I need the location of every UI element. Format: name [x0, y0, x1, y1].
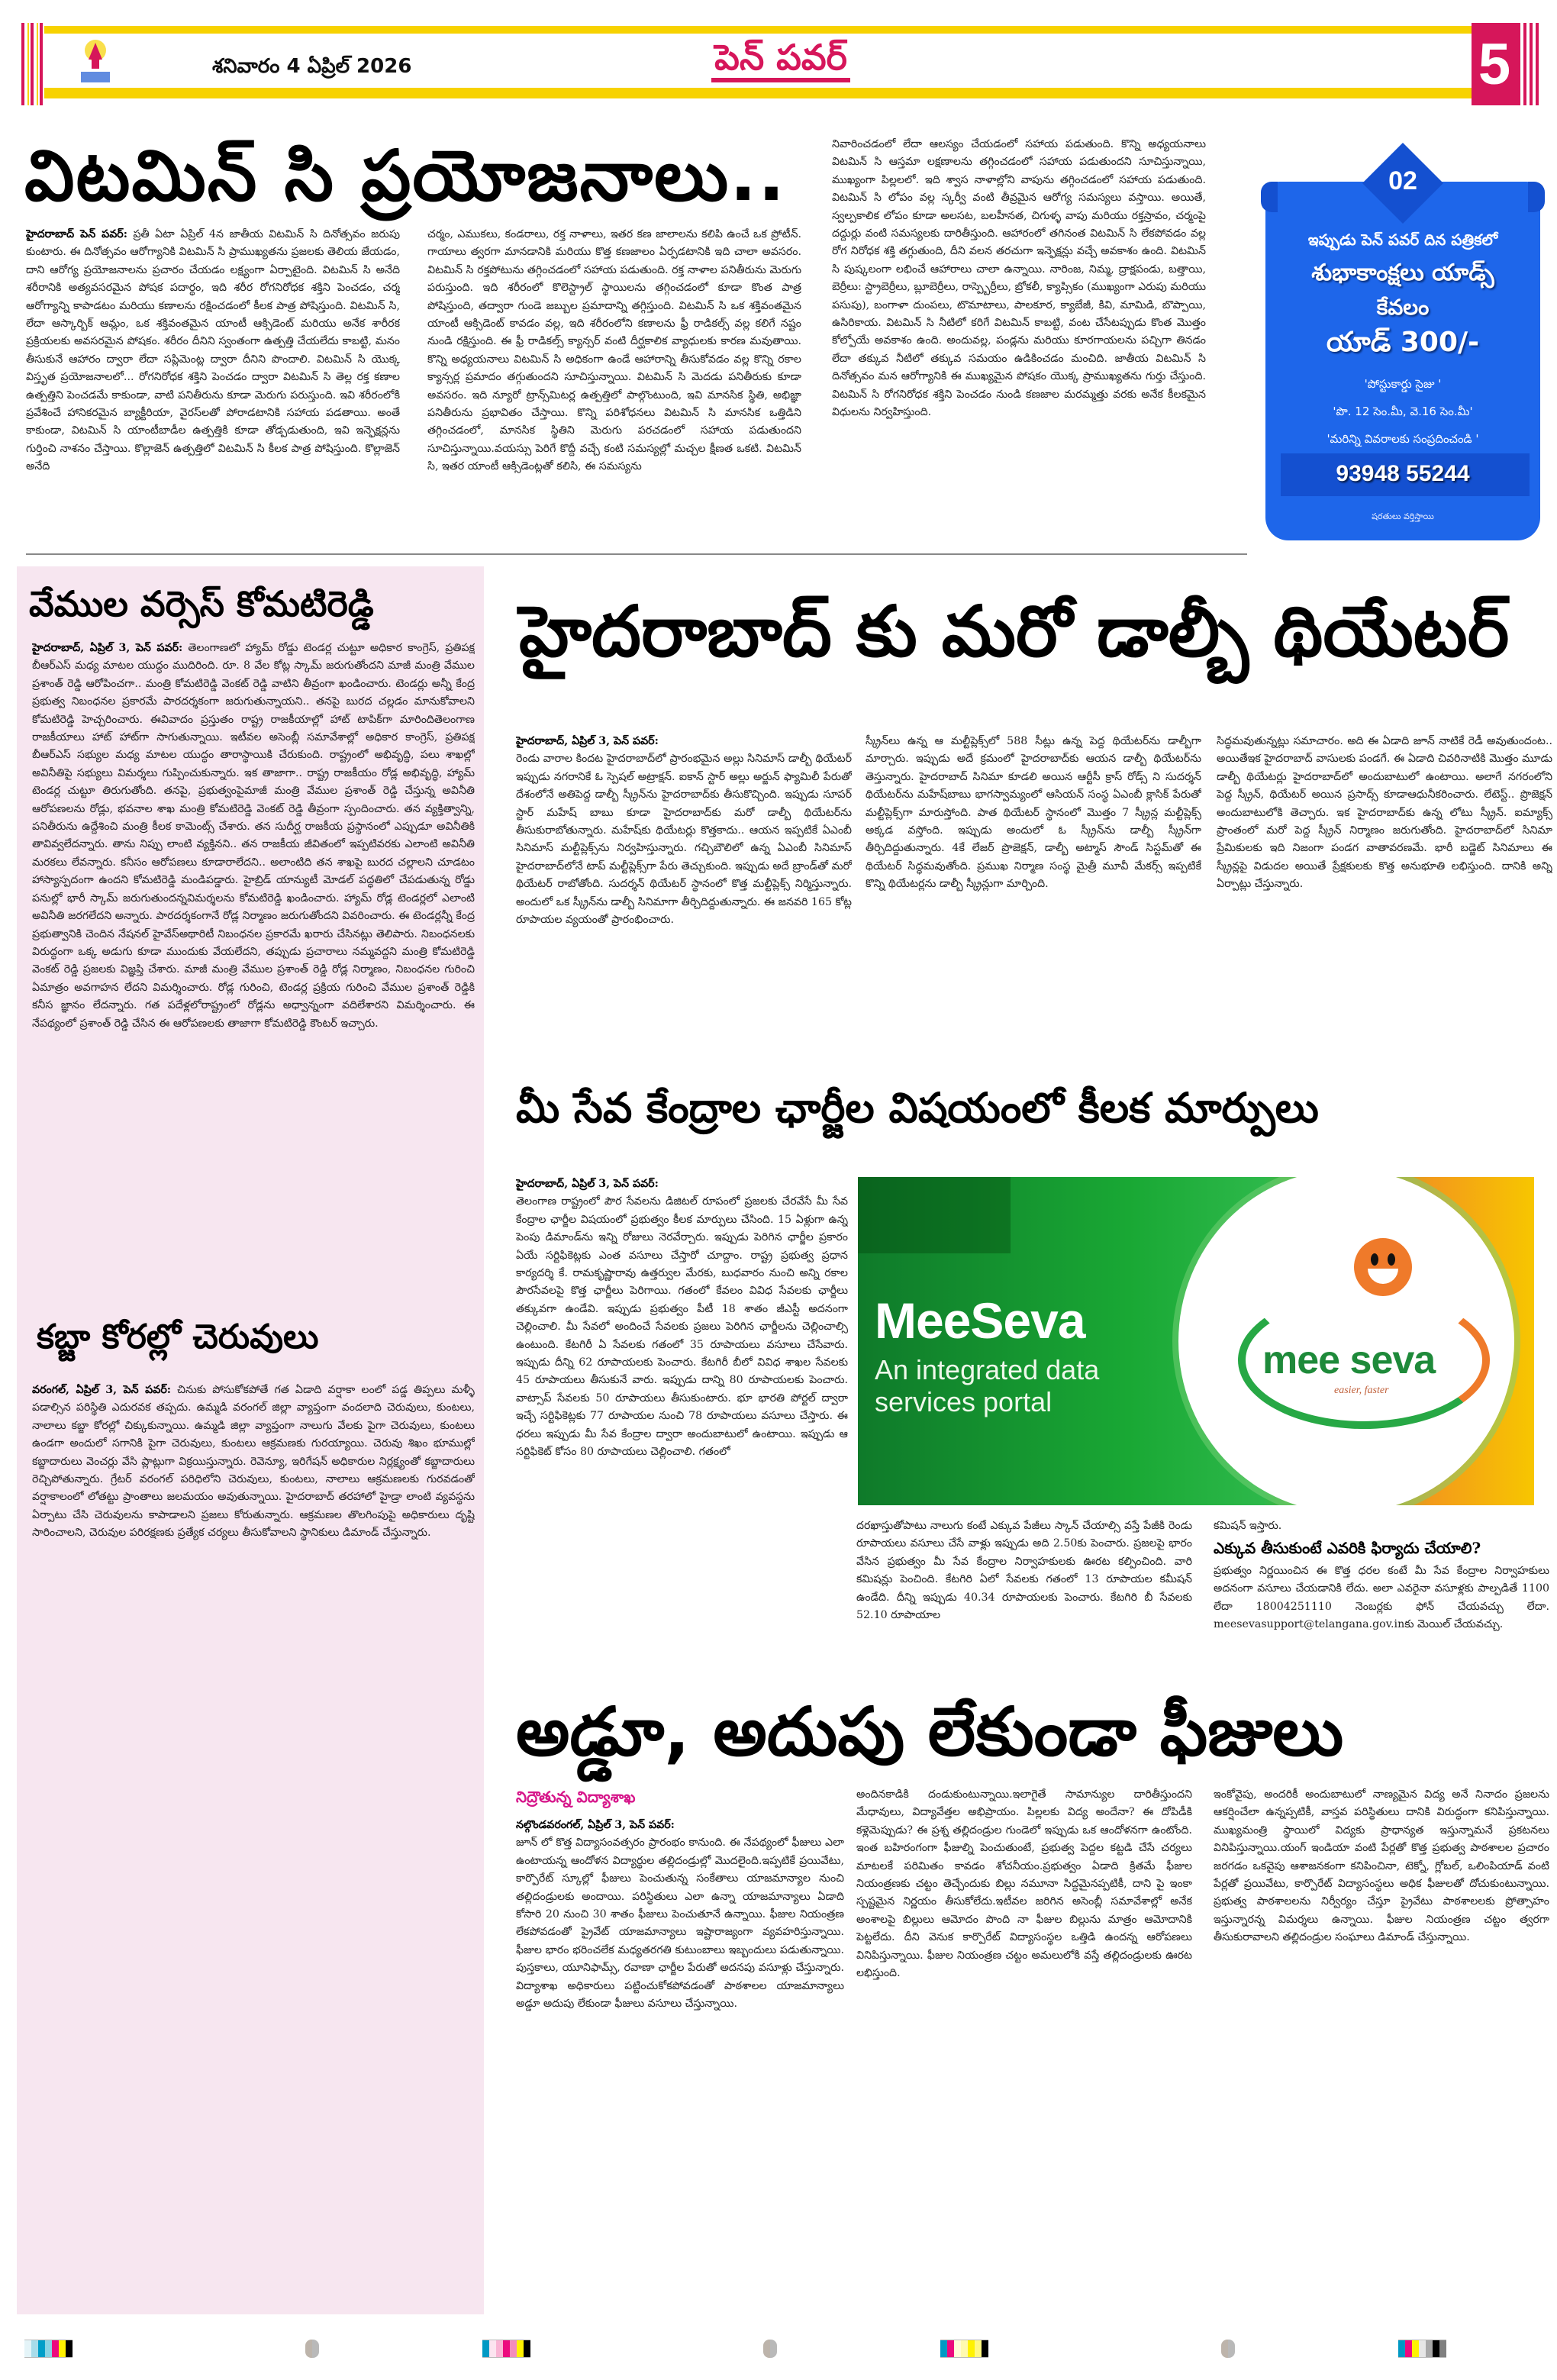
- ad-line-2: శుభాకాంక్షలు యాడ్స్: [1311, 260, 1494, 286]
- registration-swatch: [1433, 2340, 1439, 2358]
- complaint-subhead: ఎక్కువ తీసుకుంటే ఎవరికి ఫిర్యాదు చేయాలి?: [1214, 1539, 1481, 1558]
- kabza-dateline: వరంగల్, ఏప్రిల్ 3, పెన్ పవర్:: [32, 1384, 172, 1396]
- registration-swatch-group: [482, 2340, 530, 2358]
- meeseva-brand-text: MeeSeva: [875, 1292, 1085, 1349]
- registration-gray-mark: [763, 2340, 777, 2358]
- registration-swatch: [503, 2340, 510, 2358]
- masthead-right-stripes: [1517, 23, 1540, 105]
- registration-swatch: [45, 2340, 52, 2358]
- registration-gray-mark: [305, 2340, 319, 2358]
- dolby-text-1: రెండు వారాల కిందట హైదరాబాద్‌లో ప్రారంభమైన అల్లు సినిమాస్ డాల్బీ థియేటర్ ఇప్పుడు నగరానికే ఓ స్పెషల్ అట్రాక్షన్. ఐకాన్ స్టార్ అల్లు అర్జున్ ఫ్యామిలీ పేరుతో దేశంలోనే అతిపెద్ద డాల్బీ స్క్రీన్‌ను హైదరాబాద్‌కు తీసుకొచ్చింది. ఇప్పుడు సూపర్ స్టార్ మహేష్ బాబు కూడా హైదరాబాద్‌కు మరో డాల్బీ థియేటర్‌ను తీసుకురాబోతున్నారు. మహేష్‌కు థియేటర్లు కొత్తకాదు.. ఆయన ఇప్పటికే ఏఎంబీ సినిమాస్ మల్టీప్లెక్స్‌ను నిర్వహిస్తున్నారు. గచ్చిబౌలిలో ఉన్న ఏఎంబీ సినిమాస్ హైదరాబాద్‌లోనే టాప్ మల్టీప్లెక్స్‌గా పేరు తెచ్చుకుంది. ఇప్పుడు అదే బ్రాండ్‌తో మరో థియేటర్ రాబోతోంది. సుదర్శన్ థియేటర్ స్థానంలో కొత్త మల్టీప్లెక్స్ నిర్మిస్తున్నారు. అందులో ఒక స్క్రీన్‌ను డాల్బీ సినిమాగా తీర్చిదిద్దుతున్నారు. ఈ జనవరి 165 కోట్ల రూపాయల వ్యయంతో ప్రారంభించారు.: [516, 753, 852, 927]
- vitamin-dateline: హైదరాబాద్ పెన్ పవర్:: [26, 228, 127, 240]
- fees-subhead: నిద్రౌతున్న విద్యాశాఖ: [516, 1788, 636, 1806]
- registration-swatch: [1419, 2340, 1426, 2358]
- masthead-top-band: [44, 26, 1479, 34]
- registration-swatch: [1405, 2340, 1412, 2358]
- section-divider: [26, 553, 1247, 555]
- registration-swatch: [1398, 2340, 1405, 2358]
- meeseva-image: [858, 1177, 1534, 1505]
- ad-size-label: 'పోస్టుకార్డు సైజు ': [1364, 377, 1442, 391]
- vitamin-headline: విటమిన్ సి ప్రయోజనాలు..: [24, 135, 787, 217]
- smiley-eye-left: [1371, 1253, 1378, 1266]
- registration-swatch: [961, 2340, 968, 2358]
- fees-dateline: నల్గొండవరంగల్, ఏప్రిల్ 3, పెన్ పవర్:: [516, 1819, 675, 1831]
- vitamin-column-1: [26, 226, 400, 547]
- vemula-dateline: హైదరాబాద్, ఏప్రిల్ 3, పెన్ పవర్:: [32, 642, 183, 654]
- meeseva-logo-subtitle: easier, faster: [1334, 1385, 1389, 1396]
- ad-badge-number: 02: [1388, 166, 1417, 195]
- registration-swatch: [1426, 2340, 1433, 2358]
- newspaper-title: [21, 37, 1540, 87]
- dolby-column-3: సిద్ధమవుతున్నట్లు సమాచారం. అది ఈ ఏడాది జూన్ నాటికే రెడీ అవుతుందంట.. అయితేఇక హైదరాబాద్ వాసులకు పండగే. ఈ ఏడాది చివరినాటికి మొత్తం మూడు డాల్బీ థియేటర్లు హైదరాబాద్‌లో అందుబాటులో ఉంటాయి. అలాగే నగరంలోని పెద్ద స్క్రీన్, థియేటర్ అయిన ప్రసాద్స్ కూడాఆధునీకరించారు. లేటెస్ట్.. ప్రొజెక్షన్ అందుబాటులోకి తెచ్చారు. ఇక హైదరాబాద్‌కు ఉన్న లోటు స్క్రీన్. ఐమ్యాక్స్ ప్రాంతంలో మరో పెద్ద స్క్రీన్ నిర్మాణం జరుగుతోంది. హైదరాబాద్‌లో సినిమా ప్రేమికులకు ఇది నిజంగా పండగ వాతావరణమే. భారీ బడ్జెట్ సినిమాలు ఈ స్క్రీన్లపై విడుదల అయితే ప్రేక్షకులకు కొత్త అనుభూతి లభిస్తుంది. దానికి అన్ని ఏర్పాట్లు చేస్తున్నారు.: [1217, 735, 1552, 891]
- smiley-face-icon: [1354, 1238, 1412, 1296]
- smiley-eye-right: [1388, 1253, 1395, 1266]
- meeseva-dateline: హైదరాబాద్, ఏప్రిల్ 3, పెన్ పవర్:: [516, 1178, 659, 1190]
- greetings-ad: [1261, 145, 1545, 550]
- ad-conditions: షరతులు వర్తిస్తాయి: [1372, 511, 1434, 521]
- registration-swatch: [482, 2340, 489, 2358]
- vemula-text: తెలంగాణలో హ్యామ్ రోడ్డు టెండర్ల చుట్టూ అధికార కాంగ్రెస్, ప్రతిపక్ష బీఆర్ఎస్ మధ్య మాటల యుద్ధం ముదిరింది. రూ. 8 వేల కోట్ల స్కామ్ జరుగుతోందని మాజీ మంత్రి వేముల ప్రశాంత్ రెడ్డి ఆరోపించగా.. మంత్రి కోమటిరెడ్డి వెంకట్ రెడ్డి వాటిని తీవ్రంగా ఖండించారు. టెండర్లు అన్నీ కేంద్ర ప్రభుత్వ నిబంధనల ప్రకారమే పారదర్శకంగా జరుగుతున్నాయని.. తనపై బురద చల్లడం మానుకోవాలని కోమటిరెడ్డి హెచ్చరించారు. ఈవివాదం ప్రస్తుతం రాష్ట్ర రాజకీయాల్లో హాట్ టాపిక్‌గా మారిందితెలంగాణ రాజకీయాలు హాట్ హాట్‌గా సాగుతున్నాయి. ఇటీవల అసెంబ్లీ సమావేశాల్లో అధికార కాంగ్రెస్, ప్రతిపక్ష బీఆర్ఎస్ సభ్యుల మధ్య మాటల యుద్ధం తారాస్థాయికి చేరుకుంది. రాష్ట్రంలో అభివృద్ధి, పలు శాఖల్లో అవినీతిపై సభ్యులు విమర్శలు గుప్పించుకున్నారు. ఇక తాజాగా.. రాష్ట్ర రాజకీయం రోడ్ల అభివృద్ధి, హ్యామ్ టెండర్ల చుట్టూ తిరుగుతోంది. తనపై, ప్రభుత్వంపైమాజీ మంత్రి వేముల ప్రశాంత్ రెడ్డి చేస్తున్న అవినీతి ఆరోపణలను రోడ్లు, భవనాల శాఖ మంత్రి కోమటిరెడ్డి వెంకట్ రెడ్డి తీవ్రంగా స్పందించారు. తన వ్యక్తిత్వాన్ని, పనితీరును ఉద్దేశించి మంత్రి కీలక కామెంట్స్ చేశారు. తన సుదీర్ఘ రాజకీయ ప్రస్థానంలో ఎప్పుడూ అవినీతికి తావివ్వలేదన్నారు. తాను నిప్పు లాంటి వ్యక్తినని.. తన రాజకీయ జీవితంలో ఇప్పటివరకు ఎలాంటి అవినీతి మరకలు లేవన్నారు. కనీసం ఆరోపణలు కూడారాలేదని.. అలాంటిది తన శాఖపై బురద చల్లాలని చూడటం హాస్యాస్పదంగా ఉందని కోమటిరెడ్డి మండిపడ్డారు. హైబ్రిడ్ యాన్యుటీ మోడల్ పద్ధతిలో చేపడుతున్న రోడ్డు పనుల్లో భారీ స్కామ్ జరుగుతుందన్నవిమర్శలను కోమటిరెడ్డి ఖండించారు. హ్యామ్ రోడ్ల టెండర్లలో ఎలాంటి అవినీతి జరగలేదని అన్నారు. పారదర్శకంగానే రోడ్ల నిర్మాణం జరుగుతోందని వివరించారు. ఈ టెండర్లన్నీ కేంద్ర ప్రభుత్వానికి చెందిన నేషనల్ హైవేస్‌అథారిటీ నిబంధనల ప్రకారమే ఖరారు చేసినట్లు తెలిపారు. నిబంధనలకు విరుద్ధంగా ఒక్క అడుగు కూడా ముందుకు వేయలేదని, తప్పుడు ప్రచారాలు నమ్మవద్దని మంత్రి కోమటిరెడ్డి వెంకట్ రెడ్డి ప్రజలకు విజ్ఞప్తి చేశారు. మాజీ మంత్రి వేముల ప్రశాంత్ రెడ్డి రోడ్ల నిర్మాణం, నిబంధనల గురించి ఏమాత్రం అవగాహన లేదని విమర్శించారు. రోడ్ల గురించి, టెండర్ల ప్రక్రియ గురించి వేముల ప్రశాంత్ రెడ్డికి కనీస జ్ఞానం లేదన్నారు. గత పదేళ్లలోరాష్ట్రంలో రోడ్లను అధ్వాన్నంగా వదిలేశారని విమర్శించారు. ఈ నేపథ్యంలో ప్రశాంత్ రెడ్డి చేసిన ఈ ఆరోపణలకు తాజాగా కోమటిరెడ్డి కౌంటర్ ఇచ్చారు.: [32, 642, 475, 1030]
- fees-headline: అడ్డూ, అదుపు లేకుండా ఫీజులు: [516, 1692, 1344, 1771]
- registration-swatch: [1412, 2340, 1419, 2358]
- newspaper-title-text: పెన్ పవర్: [711, 37, 850, 82]
- meeseva-tagline: [875, 1354, 1099, 1418]
- masthead-bottom-band: [44, 88, 1479, 98]
- meeseva-column-1: [516, 1175, 848, 1702]
- dolby-column-1: [516, 733, 852, 1053]
- ad-phone-number: 93948 55244: [1336, 461, 1470, 486]
- vemula-body: [32, 640, 475, 1319]
- ad-price: యాడ్ 300/-: [1326, 327, 1480, 358]
- registration-swatch: [975, 2340, 982, 2358]
- dolby-dateline: హైదరాబాద్, ఏప్రిల్ 3, పెన్ పవర్:: [516, 735, 659, 747]
- vitamin-column-3: నివారించడంలో లేదా ఆలస్యం చేయడంలో సహాయ పడుతుంది. కొన్ని అధ్యయనాలు విటమిన్ సి ఆస్తమా లక్షణాలను తగ్గించడంలో సహాయ పడుతుందని సూచిస్తున్నాయి, ముఖ్యంగా పిల్లలలో. ఇది శ్వాస నాళాల్లోని వాపును తగ్గించడంలో సహాయ పడుతుంది. విటమిన్ సి లోపం వల్ల స్కర్వీ వంటి తీవ్రమైన ఆరోగ్య సమస్యలు వస్తాయి. అయితే, స్వల్పకాలిక లోపం కూడా అలసట, బలహీనత, చిగుళ్ళ వాపు మరియు రక్తస్రావం, చర్మంపై దద్దుర్లు వంటి సమస్యలకు దారితీస్తుంది. ఆహారంలో తగినంత విటమిన్ సి లేకపోవడం వల్ల రోగ నిరోధక శక్తి తగ్గుతుంది, దీని వలన తరచుగా ఇన్ఫెక్షన్లు వచ్చే అవకాశం ఉంది. విటమిన్ సి పుష్కలంగా లభించే ఆహారాలు చాలా ఉన్నాయి. నారింజ, నిమ్మ, ద్రాక్షపండు, బత్తాయి, బెర్రీలు: స్ట్రాబెర్రీలు, బ్లూబెర్రీలు, రాస్ప్బెర్రీలు, బ్రోకలీ, క్యాప్సికం (ముఖ్యంగా ఎరుపు మరియు పసుపు), బంగాళా దుంపలు, టొమాటాలు, పాలకూర, క్యాబేజీ, కివి, మామిడి, బొప్పాయి, ఉసిరికాయ. విటమిన్ సి నీటిలో కరిగే విటమిన్ కాబట్టి, వంట చేసేటప్పుడు కొంత మొత్తం కోల్పోయే అవకాశం ఉంది. అందువల్ల, పండ్లను మరియు కూరగాయలను పచ్చిగా తినడం లేదా తక్కువ నీటిలో తక్కువ సమయం ఉడికించడం మంచిది. జాతీయ విటమిన్ సి దినోత్సవం మన ఆరోగ్యానికి ఈ ముఖ్యమైన పోషకం యొక్క ప్రాముఖ్యతను గుర్తు చేస్తుంది. విటమిన్ సి రోగనిరోధక శక్తిని పెంచడం నుండి కణజాల మరమ్మత్తు వరకు అనేక కీలకమైన విధులను నిర్వహిస్తుంది.: [832, 138, 1206, 419]
- registration-swatch-group: [1398, 2340, 1446, 2358]
- registration-swatch: [940, 2340, 947, 2358]
- meeseva-text-3: ప్రభుత్వం నిర్ణయించిన ఈ కొత్త ధరల కంటే మీ సేవ కేంద్రాల నిర్వాహకులు అదనంగా వసూలు చేయడానికి లేదు. అలా ఎవరైనా వసూళ్లకు పాల్పడితే 1100 లేదా 18004251110 నెంబర్లకు ఫోన్ చేయవచ్చు లేదా. meesevasupport@telangana.gov.inకు మెయిల్ చేయవచ్చు.: [1214, 1564, 1549, 1631]
- registration-swatch: [524, 2340, 530, 2358]
- registration-swatch: [968, 2340, 975, 2358]
- meeseva-text-1: తెలంగాణ రాష్ట్రంలో పౌర సేవలను డిజిటల్ రూపంలో ప్రజలకు చేరవేసే మీ సేవ కేంద్రాల ఛార్జీల విషయంలో ప్రభుత్వం కీలక మార్పులు చేసింది. 15 ఏళ్లుగా ఉన్న పెంపు డిమాండ్‌ను ఇన్ని రోజులు నెరవేర్చారు. ఇప్పుడు పెరిగిన ఛార్జీల ప్రకారం ఏయే సర్టిఫికెట్లకు ఎంత వసూలు చేస్తారో చూద్దాం. రాష్ట్ర ప్రభుత్వ ప్రధాన కార్యదర్శి కే. రామకృష్ణారావు ఉత్తర్వుల మేరకు, బుధవారం నుంచి అన్ని రకాల పౌరసేవలపై కొత్త ఛార్జీలు పెరిగాయి. గతంలో కేవలం వివిధ సేవలకు ఛార్జీలు తక్కువగా ఉండేవి. ఇప్పుడు ప్రభుత్వం పీటీ 18 శాతం జీఎస్టీ అదనంగా చెల్లించాలి. మీ సేవలో అందించే సేవలకు ప్రజలు పెరిగిన ఛార్జీలను చెల్లించాల్సి ఉంటుంది. కేటగిరీ ఏ సేవలకు గతంలో 35 రూపాయలు వసూలు చేసేవారు. ఇప్పుడు దీన్ని 62 రూపాయలకు పెంచారు. కేటగిరీ బీలో వివిధ శాఖల సేవలకు 45 రూపాయలు తీసుకునే వారు. ఇప్పుడు దాన్ని 80 రూపాయలకు పెంచారు. వాట్సాప్ సేవలకు 50 రూపాయలు తీసుకుంటారు. భూ భారతి పోర్టల్ ద్వారా ఇచ్చే సర్టిఫికెట్లకు 77 రూపాయల నుంచి 78 రూపాయలు వసూలు చేస్తారు. ఈ ధరలు ఇప్పుడు మీ సేవ కేంద్రాల ద్వారా అందుబాటులో ఉంటాయి. ఇప్పుడు ఆ సర్టిఫికెట్ కోసం 80 రూపాయలు చెల్లించాలి. గతంలో: [516, 1195, 848, 1459]
- image-shade: [858, 1177, 1011, 1253]
- kabza-text: చినుకు పోసుకోకపోతే గత ఏడాది వర్షాకా లంలో పడ్డ తిప్పలు మళ్ళీ పడాల్సిన పరిస్థితి ఎదురవక తప్పదు. ఉమ్మడి వరంగల్ జిల్లా వ్యాప్తంగా వందలాది చెరువులు, కుంటలు, నాలాలు కబ్జా కోరల్లో చిక్కుకున్నాయి. ఉమ్మడి జిల్లా వ్యాప్తంగా నాలుగు వేలకు పైగా చెరువులు, కుంటలు ఉండగా అందులో సగానికి పైగా చెరువులు, కుంటలు ఆక్రమణకు గురయ్యాయి. చెరువు శిఖం భూముల్లో కబ్జాదారులు వెంచర్లు వేసి ప్లాట్లుగా విక్రయిస్తున్నారు. రెవెన్యూ, ఇరిగేషన్ అధికారుల నిర్లక్ష్యంతో కబ్జాదారులు రెచ్చిపోతున్నారు. గ్రేటర్ వరంగల్ పరిధిలోని చెరువులు, కుంటలు, నాలాలు ఆక్రమణలకు గురవడంతో వర్షాకాలంలో లోతట్టు ప్రాంతాలు జలమయం అవుతున్నాయి. హైదరాబాద్ తరహాలో హైడ్రా లాంటి వ్యవస్థను ఏర్పాటు చేసి చెరువులను కాపాడాలని ప్రజలు కోరుతున్నారు. ఆక్రమణల తొలగింపుపై అధికారులు దృష్టి సారించాలని, చెరువుల పరిరక్షణకు ప్రత్యేక చర్యలు తీసుకోవాలని స్థానికులు డిమాండ్ చేస్తున్నారు.: [32, 1384, 475, 1540]
- registration-swatch: [31, 2340, 38, 2358]
- meeseva-col3-intro: కమిషన్ ఇస్తారు.: [1214, 1520, 1282, 1532]
- registration-swatch-group: [24, 2340, 73, 2358]
- fees-column-2: అందినకాడికి దండుకుంటున్నాయి.ఇలాగైతే సామాన్యుల దారితీస్తుందని మేధావులు, విద్యావేత్తల అభిప్రాయం. పిల్లలకు విద్య అందేనా? ఈ దోపిడీకి కళ్లెమెప్పుడు? ఈ ప్రశ్న తల్లిదండ్రుల గుండెలో ఇప్పుడు ఒక ఆందోళనగా ఉంటోంది. ఇంత బహిరంగంగా ఫీజుల్ని పెంచుతుంటే, ప్రభుత్వ పెద్దల కట్టడి చేసే చర్యలు మాటలకే పరిమితం కావడం శోచనీయం.ప్రభుత్వం ఏడాది క్రితమే ఫీజుల నియంత్రణకు చట్టం తెచ్చేందుకు బిల్లు నమూనా సిద్ధమైనప్పటికీ, దాని పై ఇంకా స్పష్టమైన నిర్ణయం తీసుకోలేదు.ఇటీవల జరిగిన అసెంబ్లీ సమావేశాల్లో అనేక అంశాలపై బిల్లులు ఆమోదం పొంది నా ఫీజుల బిల్లును మాత్రం ఆమోదానికి పెట్టలేదు. దీని వెనుక కార్పొరేట్ విద్యాసంస్థల ఒత్తిడి ఉందన్న ఆరోపణలు వినిపిస్తున్నాయి. ఫీజుల నియంత్రణ చట్టం అమలులోకి వస్తే తల్లిదండ్రులకు ఊరట లభిస్తుంది.: [856, 1788, 1192, 1980]
- dolby-headline: హైదరాబాద్ కు మరో డాల్బీ థియేటర్: [519, 591, 1510, 672]
- ad-dimensions: 'పొ. 12 సెం.మీ, వె.16 సెం.మీ': [1333, 405, 1473, 418]
- vitamin-column-2: చర్మం, ఎముకలు, కండరాలు, రక్త నాళాలు, ఇతర కణ జాలాలను కలిపి ఉంచే ఒక ప్రోటీన్. గాయాలు త్వరగా మానడానికి మరియు కొత్త కణజాలం ఏర్పడటానికి ఇది చాలా అవసరం. విటమిన్ సి రక్తపోటును తగ్గించడంలో సహాయ పడుతుంది. రక్త నాళాల పనితీరును మెరుగు పరుస్తుంది. ఇది శరీరంలో కొలెస్ట్రాల్ స్థాయిలను తగ్గించడంలో కూడా కొంత పాత్ర పోషిస్తుంది, తద్వారా గుండె జబ్బుల ప్రమాదాన్ని తగ్గిస్తుంది. విటమిన్ సి ఒక శక్తివంతమైన యాంటీ ఆక్సిడెంట్ కావడం వల్ల, ఇది శరీరంలోని కణాలను ఫ్రీ రాడికల్స్ వల్ల కలిగే నష్టం నుండి రక్షిస్తుంది. ఈ ఫ్రీ రాడికల్స్ క్యాన్సర్ వంటి దీర్ఘకాలిక వ్యాధులకు కారణ మవుతాయి. కొన్ని అధ్యయనాలు విటమిన్ సి అధికంగా ఉండే ఆహారాన్ని తీసుకోవడం వల్ల కొన్ని రకాల క్యాన్సర్ల ప్రమాదం తగ్గుతుందని సూచిస్తున్నాయి. విటమిన్ సి మెదడు పనితీరుకు కూడా అవసరం. ఇది న్యూరో ట్రాన్స్‌మిటర్ల ఉత్పత్తిలో పాల్గొంటుంది, ఇవి మానసిక స్థితి, అభిజ్ఞా పనితీరును ప్రభావితం చేస్తాయి. కొన్ని పరిశోధనలు విటమిన్ సి మానసిక ఒత్తిడిని తగ్గించడంలో, మానసిక స్థితిని మెరుగు పరచడంలో సహాయ పడుతుందని సూచిస్తున్నాయి.వయస్సు పెరిగే కొద్దీ వచ్చే కంటి సమస్యల్లో మచ్చల క్షీణత ఒకటి. విటమిన్ సి, ఇతర యాంటీ ఆక్సిడెంట్లతో కలిసి, ఈ సమస్యను: [427, 228, 801, 473]
- registration-swatch: [66, 2340, 73, 2358]
- kabza-body: [32, 1382, 475, 2317]
- meeseva-headline: మీ సేవ కేంద్రాల ఛార్జీల విషయంలో కీలక మార్పులు: [516, 1084, 1319, 1132]
- registration-swatch: [59, 2340, 66, 2358]
- registration-swatch: [947, 2340, 954, 2358]
- ad-line-1: ఇప్పుడు పెన్ పవర్ దిన పత్రికలో: [1307, 231, 1498, 249]
- fees-column-1: [516, 1817, 844, 2320]
- vitamin-text-1: ప్రతీ ఏటా ఏప్రిల్ 4న జాతీయ విటమిన్ సి దినోత్సవం జరుపు కుంటారు. ఈ దినోత్సవం ఆరోగ్యానికి విటమిన్ సి ప్రాముఖ్యతను ప్రజలకు తెలియ జేయడం, దాని ఆరోగ్య ప్రయోజనాలను ప్రచారం చేయడం లక్ష్యంగా ఏర్పాటైంది. విటమిన్ సి అనేది శరీరానికి అత్యవసరమైన పోషక పదార్థం, ఇది శరీర రోగనిరోధక శక్తిని పెంచడం, చర్మ ఆరోగ్యాన్ని కాపాడటం మరియు కణాలను రక్షించడంలో కీలక పాత్ర పోషిస్తుంది. విటమిన్ సి, లేదా ఆస్కార్బిక్ ఆమ్లం, ఒక శక్తివంతమైన యాంటీ ఆక్సిడెంట్ మరియు అనేక శారీరక ప్రక్రియలకు అవసరమైన పోషకం. శరీరం దీనిని స్వంతంగా ఉత్పత్తి చేయలేదు కాబట్టి, మనం తీసుకునే ఆహారం ద్వారా లేదా సప్లిమెంట్ల ద్వారా దీనిని పొందాలి. విటమిన్ సి యొక్క విస్తృత ప్రయోజనాలలో... రోగనిరోధక శక్తిని పెంచడం ద్వారా విటమిన్ సి తెల్ల రక్త కణాల ఉత్పత్తిని పెంచడమే కాకుండా, వాటి పనితీరును కూడా మెరుగు పరుస్తుంది. ఇవి శరీరంలోకి ప్రవేశించే హానికరమైన బ్యాక్టీరియా, వైరస్‌లతో పోరాడటానికి సహాయ పడతాయి. అంతే కాకుండా, విటమిన్ సి యాంటీబాడీల ఉత్పత్తికి కూడా తోడ్పడుతుంది, ఇవి ఇన్ఫెక్షన్లను గుర్తించి నాశనం చేస్తాయి. కొల్లాజెన్ ఉత్పత్తిలో విటమిన్ సి కీలక పాత్ర పోషిస్తుంది. కొల్లాజెన్ అనేది: [26, 228, 400, 473]
- page-number: 5: [1472, 23, 1517, 105]
- ad-line-3: కేవలం: [1376, 295, 1430, 320]
- masthead: [21, 23, 1540, 105]
- registration-swatch: [517, 2340, 524, 2358]
- smiley-mouth: [1368, 1269, 1398, 1284]
- registration-swatch: [24, 2340, 31, 2358]
- meeseva-column-3: [1214, 1517, 1549, 1670]
- registration-swatch: [496, 2340, 503, 2358]
- registration-swatch: [489, 2340, 496, 2358]
- fees-column-3: ఇంకోవైపు, అందరికీ అందుబాటులో నాణ్యమైన విద్య అనే నినాదం ప్రజలను ఆకర్షించేలా ఉన్నప్పటికీ, వాస్తవ పరిస్థితులు దానికి విరుద్ధంగా కనిపిస్తున్నాయి. ముఖ్యమంత్రి స్థాయిలో విద్యకు ప్రాధాన్యత ఇస్తున్నామనే ప్రకటనలు వినిపిస్తున్నాయి.యంగ్ ఇండియా వంటి పేర్లతో కొత్త ప్రభుత్వ పాఠశాలల ప్రచారం జరగడం ఒకవైపు ఆశాజనకంగా కనిపించినా, టెక్నో, గ్లోబల్, ఒలింపియాడ్ వంటి పేర్లతో ప్రయివేటు, కార్పొరేట్ విద్యాసంస్థలు అధిక ఫీజులతో దోచుకుంటున్నాయి. ప్రభుత్వ పాఠశాలలను నిర్వీర్యం చేస్తూ ప్రైవేటు పాఠశాలలకు ప్రోత్సాహం ఇస్తున్నారన్న విమర్శలు ఉన్నాయి. ఫీజుల నియంత్రణ చట్టం త్వరగా తీసుకురావాలని తల్లిదండ్రుల సంఘాలు డిమాండ్ చేస్తున్నాయి.: [1214, 1788, 1549, 1944]
- registration-swatch: [52, 2340, 59, 2358]
- registration-swatch: [38, 2340, 45, 2358]
- dolby-column-2: స్క్రీన్‌లు ఉన్న ఆ మల్టీప్లెక్స్‌లో 588 సీట్లు ఉన్న పెద్ద థియేటర్‌ను డాల్బీగా మార్చారు. ఇప్పుడు అదే క్రమంలో హైదరాబాద్‌కు ఆయన డాల్బీ థియేటర్‌ను తెస్తున్నారు. హైదరాబాద్ సినిమా కూడలి అయిన ఆర్టీసీ క్రాస్ రోడ్స్ ని సుదర్శన్ థియేటర్‌ను మహేష్‌బాబు భాగస్వామ్యంలో ఆసియన్ సంస్థ ఏఎంబీ క్లాసిక్ పేరుతో మల్టీప్లెక్స్‌గా మారుస్తోంది. పాత థియేటర్ స్థానంలో మొత్తం 7 స్క్రీన్ల మల్టీప్లెక్స్ అక్కడ వస్తోంది. ఇప్పుడు అందులో ఓ స్క్రీన్‌ను డాల్బీ స్క్రీన్‌గా తీర్చిదిద్దుతున్నారు. 4కే లేజర్ ప్రొజెక్షన్, డాల్బీ అట్మాస్ సౌండ్ సిస్టమ్‌తో ఈ థియేటర్ సిద్ధమవుతోంది. ప్రముఖ నిర్మాణ సంస్థ మైత్రీ మూవీ మేకర్స్ ఇప్పటికే కొన్ని థియేటర్లను డాల్బీ స్క్రీన్లుగా మార్చింది.: [866, 735, 1201, 891]
- registration-swatch: [982, 2340, 988, 2358]
- meeseva-tagline-2: services portal: [875, 1386, 1053, 1417]
- registration-swatch: [510, 2340, 517, 2358]
- ad-contact-label: 'మరిన్ని వివరాలకు సంప్రదించండి ': [1327, 432, 1479, 446]
- kabza-headline: కబ్జా కోరల్లో చెరువులు: [37, 1317, 319, 1356]
- meeseva-logo-text: mee seva: [1262, 1338, 1436, 1382]
- vemula-headline: వేముల వర్సెస్ కోమటిరెడ్డి: [29, 583, 374, 624]
- registration-swatch: [954, 2340, 961, 2358]
- meeseva-column-2: దరఖాస్తుతోపాటు నాలుగు కంటే ఎక్కువ పేజీలు స్కాన్ చేయాల్సి వస్తే పేజీకి రెండు రూపాయలు వసూలు చేసే వాళ్లు ఇప్పుడు అది 2.50కు పెంచారు. ప్రజలపై భారం వేసిన ప్రభుత్వం మీ సేవ కేంద్రాల నిర్వాహకులకు ఊరట కల్పించింది. వారి కమిషన్లు పెంచింది. కేటగిరి ఏలో సేవలకు గతంలో 13 రూపాయల కమీషన్ ఉండేది. దీన్ని ఇప్పుడు 40.34 రూపాయలకు పెంచారు. కేటగిరి బీ సేవలకు 52.10 రూపాయాల: [856, 1520, 1192, 1622]
- fees-text-1: జూన్ లో కొత్త విద్యాసంవత్సరం ప్రారంభం కానుంది. ఈ నేపథ్యంలో ఫీజులు ఎలా ఉంటాయన్న ఆందోళన విద్యార్థుల తల్లిదండ్రుల్లో మొదలైంది.ఇప్పటికే ప్రయివేటు, కార్పొరేట్ స్కూల్లో ఫీజులు పెంచుతున్న సంకేతాలు యాజమాన్యాల నుంచి తల్లిదండ్రులకు అందాయి. పరిస్థితులు ఎలా ఉన్నా యాజమాన్యాలు ఏడాది కోసారి 20 నుంచి 30 శాతం ఫీజులు పెంచుతూనే ఉన్నాయి. ఫీజుల నియంత్రణ లేకపోవడంతో ప్రైవేట్ యాజమాన్యాలు ఇష్టారాజ్యంగా వ్యవహరిస్తున్నాయి. ఫీజుల భారం భరించలేక మధ్యతరగతి కుటుంబాలు ఇబ్బందులు పడుతున్నాయి. పుస్తకాలు, యూనిఫామ్స్, రవాణా ఛార్జీల పేరుతో అదనపు వసూళ్లు చేస్తున్నారు. విద్యాశాఖ అధికారులు పట్టించుకోకపోవడంతో పాఠశాలల యాజమాన్యాలు అడ్డూ అదుపు లేకుండా ఫీజులు వసూలు చేస్తున్నాయి.: [516, 1837, 844, 2011]
- issue-date: శనివారం 4 ఏప్రిల్ 2026: [212, 55, 412, 78]
- registration-gray-mark: [1221, 2340, 1235, 2358]
- registration-swatch-group: [940, 2340, 988, 2358]
- meeseva-tagline-1: An integrated data: [875, 1354, 1100, 1385]
- registration-swatch: [1439, 2340, 1446, 2358]
